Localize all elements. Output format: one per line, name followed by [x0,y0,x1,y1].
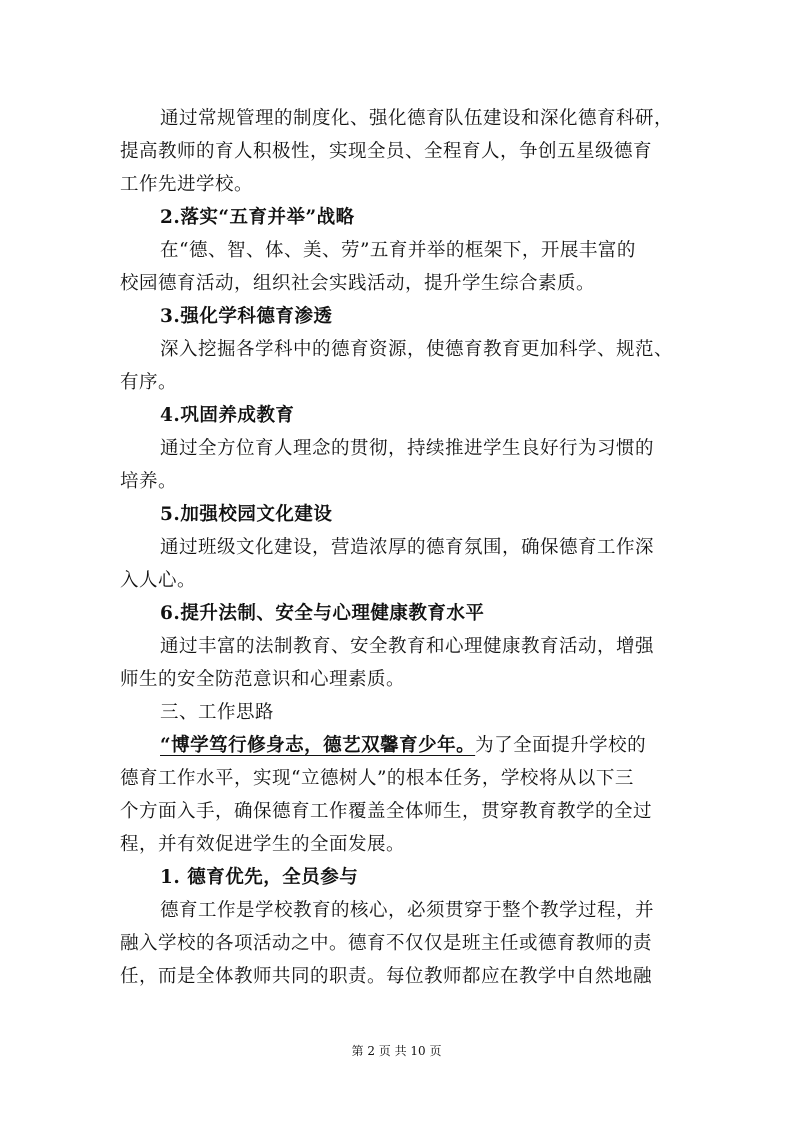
paragraph-line: 提高教师的育人积极性，实现全员、全程育人，争创五星级德育 [120,141,653,162]
paragraph-line: 个方面入手，确保德育工作覆盖全体师生，贯穿教育教学的全过 [120,801,653,822]
paragraph-line: 德育工作水平，实现“立德树人”的根本任务，学校将从以下三 [120,768,634,789]
section-heading: 1. 德育优先，全员参与 [160,867,359,888]
section-heading: 2.落实“五育并举”战略 [160,207,355,228]
section-heading: 6.提升法制、安全与心理健康教育水平 [160,603,485,624]
motto-line [160,729,646,763]
paragraph-line: 深入挖掘各学科中的德育资源，使德育教育更加科学、规范、 [160,339,674,360]
section-heading: 4.巩固养成教育 [160,405,295,426]
paragraph-line: 任，而是全体教师共同的职责。每位教师都应在教学中自然地融 [120,966,653,987]
paragraph-line: 德育工作是学校教育的核心，必须贯穿于整个教学过程，并 [160,900,655,921]
paragraph-line: 通过班级文化建设，营造浓厚的德育氛围，确保德育工作深 [160,537,655,558]
section-heading: 5.加强校园文化建设 [160,504,333,525]
motto-rest-text: 为了全面提升学校的 [475,735,647,756]
paragraph-line: 校园德育活动，组织社会实践活动，提升学生综合素质。 [120,273,596,294]
paragraph-line: 程，并有效促进学生的全面发展。 [120,834,406,855]
paragraph-line: 入人心。 [120,570,197,591]
paragraph-line: 有序。 [120,372,178,393]
paragraph-line: 融入学校的各项活动之中。德育不仅仅是班主任或德育教师的责 [120,933,653,954]
section-heading: 3.强化学科德育渗透 [160,306,333,327]
paragraph-line: 通过全方位育人理念的贯彻，持续推进学生良好行为习惯的 [160,438,655,459]
page-footer: 第 2 页 共 10 页 [351,1044,442,1058]
paragraph-line: 通过丰富的法制教育、安全教育和心理健康教育活动，增强 [160,636,655,657]
paragraph-line: 师生的安全防范意识和心理素质。 [120,669,406,690]
chapter-heading: 三、工作思路 [160,702,275,723]
paragraph-line: 通过常规管理的制度化、强化德育队伍建设和深化德育科研， [160,108,674,129]
paragraph-line: 工作先进学校。 [120,174,254,195]
paragraph-line: 在“德、智、体、美、劳”五育并举的框架下，开展丰富的 [160,240,636,261]
paragraph-line: 培养。 [120,471,178,492]
motto-text: “博学笃行修身志，德艺双馨育少年。 [160,735,476,756]
